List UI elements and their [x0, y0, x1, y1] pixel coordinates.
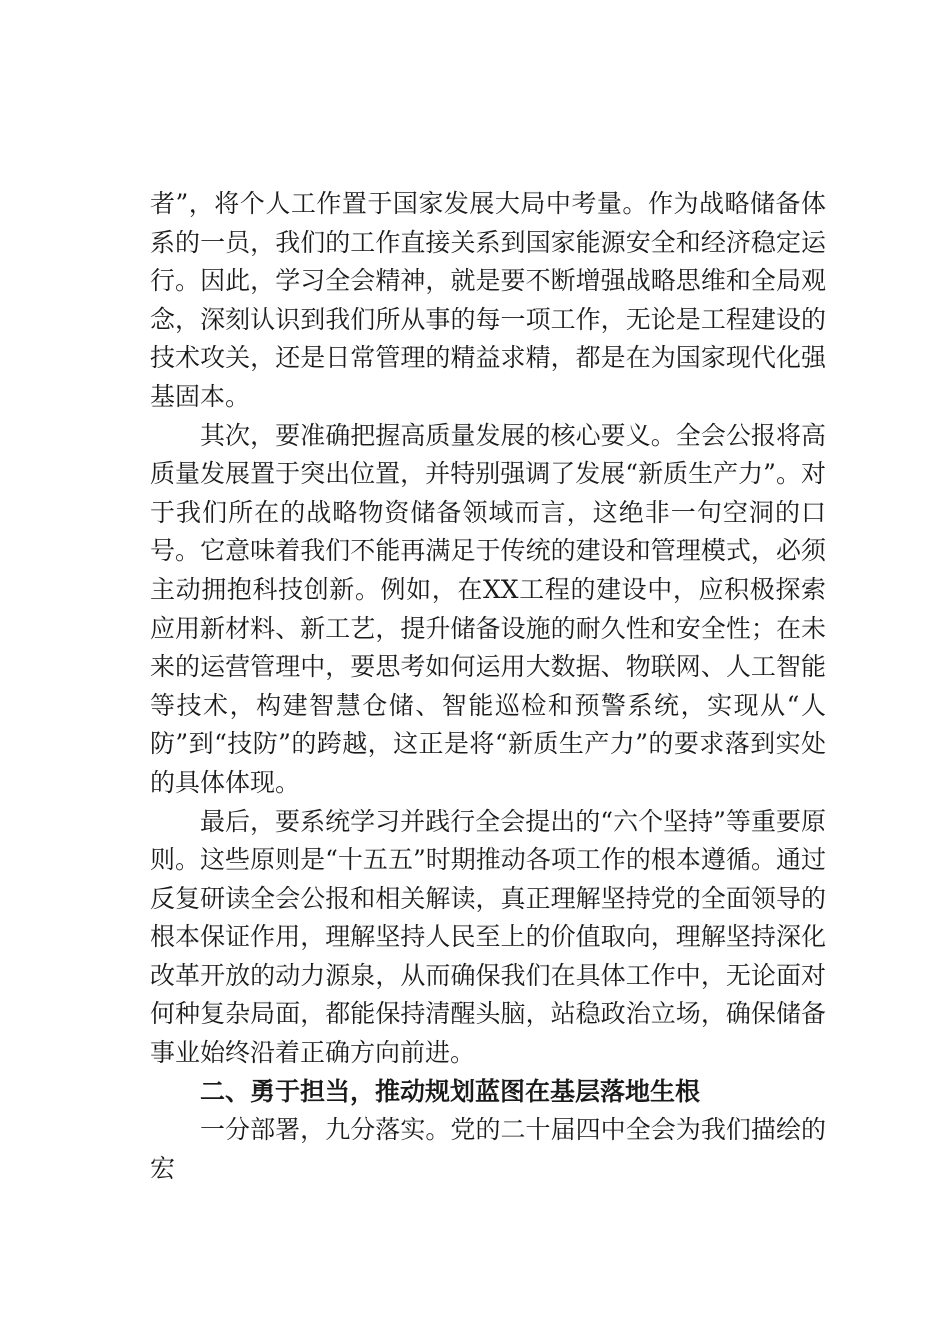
paragraph-4: 一分部署，九分落实。党的二十届四中全会为我们描绘的宏 [150, 1115, 826, 1183]
paragraph-2: 其次，要准确把握高质量发展的核心要义。全会公报将高质量发展置于突出位置，并特别强调了发展“新质生产力”。对于我们所在的战略物资储备领域而言，这绝非一句空洞的口号。它意味着我们不能再满足于传统的建设和管理模式，必须主动拥抱科技创新。例如，在XX工程的建设中，应积极探索应用新材料、新工艺，提升储备设施的耐久性和安全性；在未来的运营管理中，要思考如何运用大数据、物联网、人工智能等技术，构建智慧仓储、智能巡检和预警系统，实现从“人防”到“技防”的跨越，这正是将“新质生产力”的要求落到实处的具体体现。 [150, 420, 826, 797]
paragraph-1: 者”，将个人工作置于国家发展大局中考量。作为战略储备体系的一员，我们的工作直接关系到国家能源安全和经济稳定运行。因此，学习全会精神，就是要不断增强战略思维和全局观念，深刻认识到我们所从事的每一项工作，无论是工程建设的技术攻关，还是日常管理的精益求精，都是在为国家现代化强基固本。 [150, 189, 826, 411]
paragraph-3: 最后，要系统学习并践行全会提出的“六个坚持”等重要原则。这些原则是“十五五”时期推动各项工作的根本遵循。通过反复研读全会公报和相关解读，真正理解坚持党的全面领导的根本保证作用，理解坚持人民至上的价值取向，理解坚持深化改革开放的动力源泉，从而确保我们在具体工作中，无论面对何种复杂局面，都能保持清醒头脑，站稳政治立场，确保储备事业始终沿着正确方向前进。 [150, 806, 826, 1068]
document-page [150, 185, 826, 1188]
section-heading: 二、勇于担当，推动规划蓝图在基层落地生根 [200, 1076, 701, 1106]
